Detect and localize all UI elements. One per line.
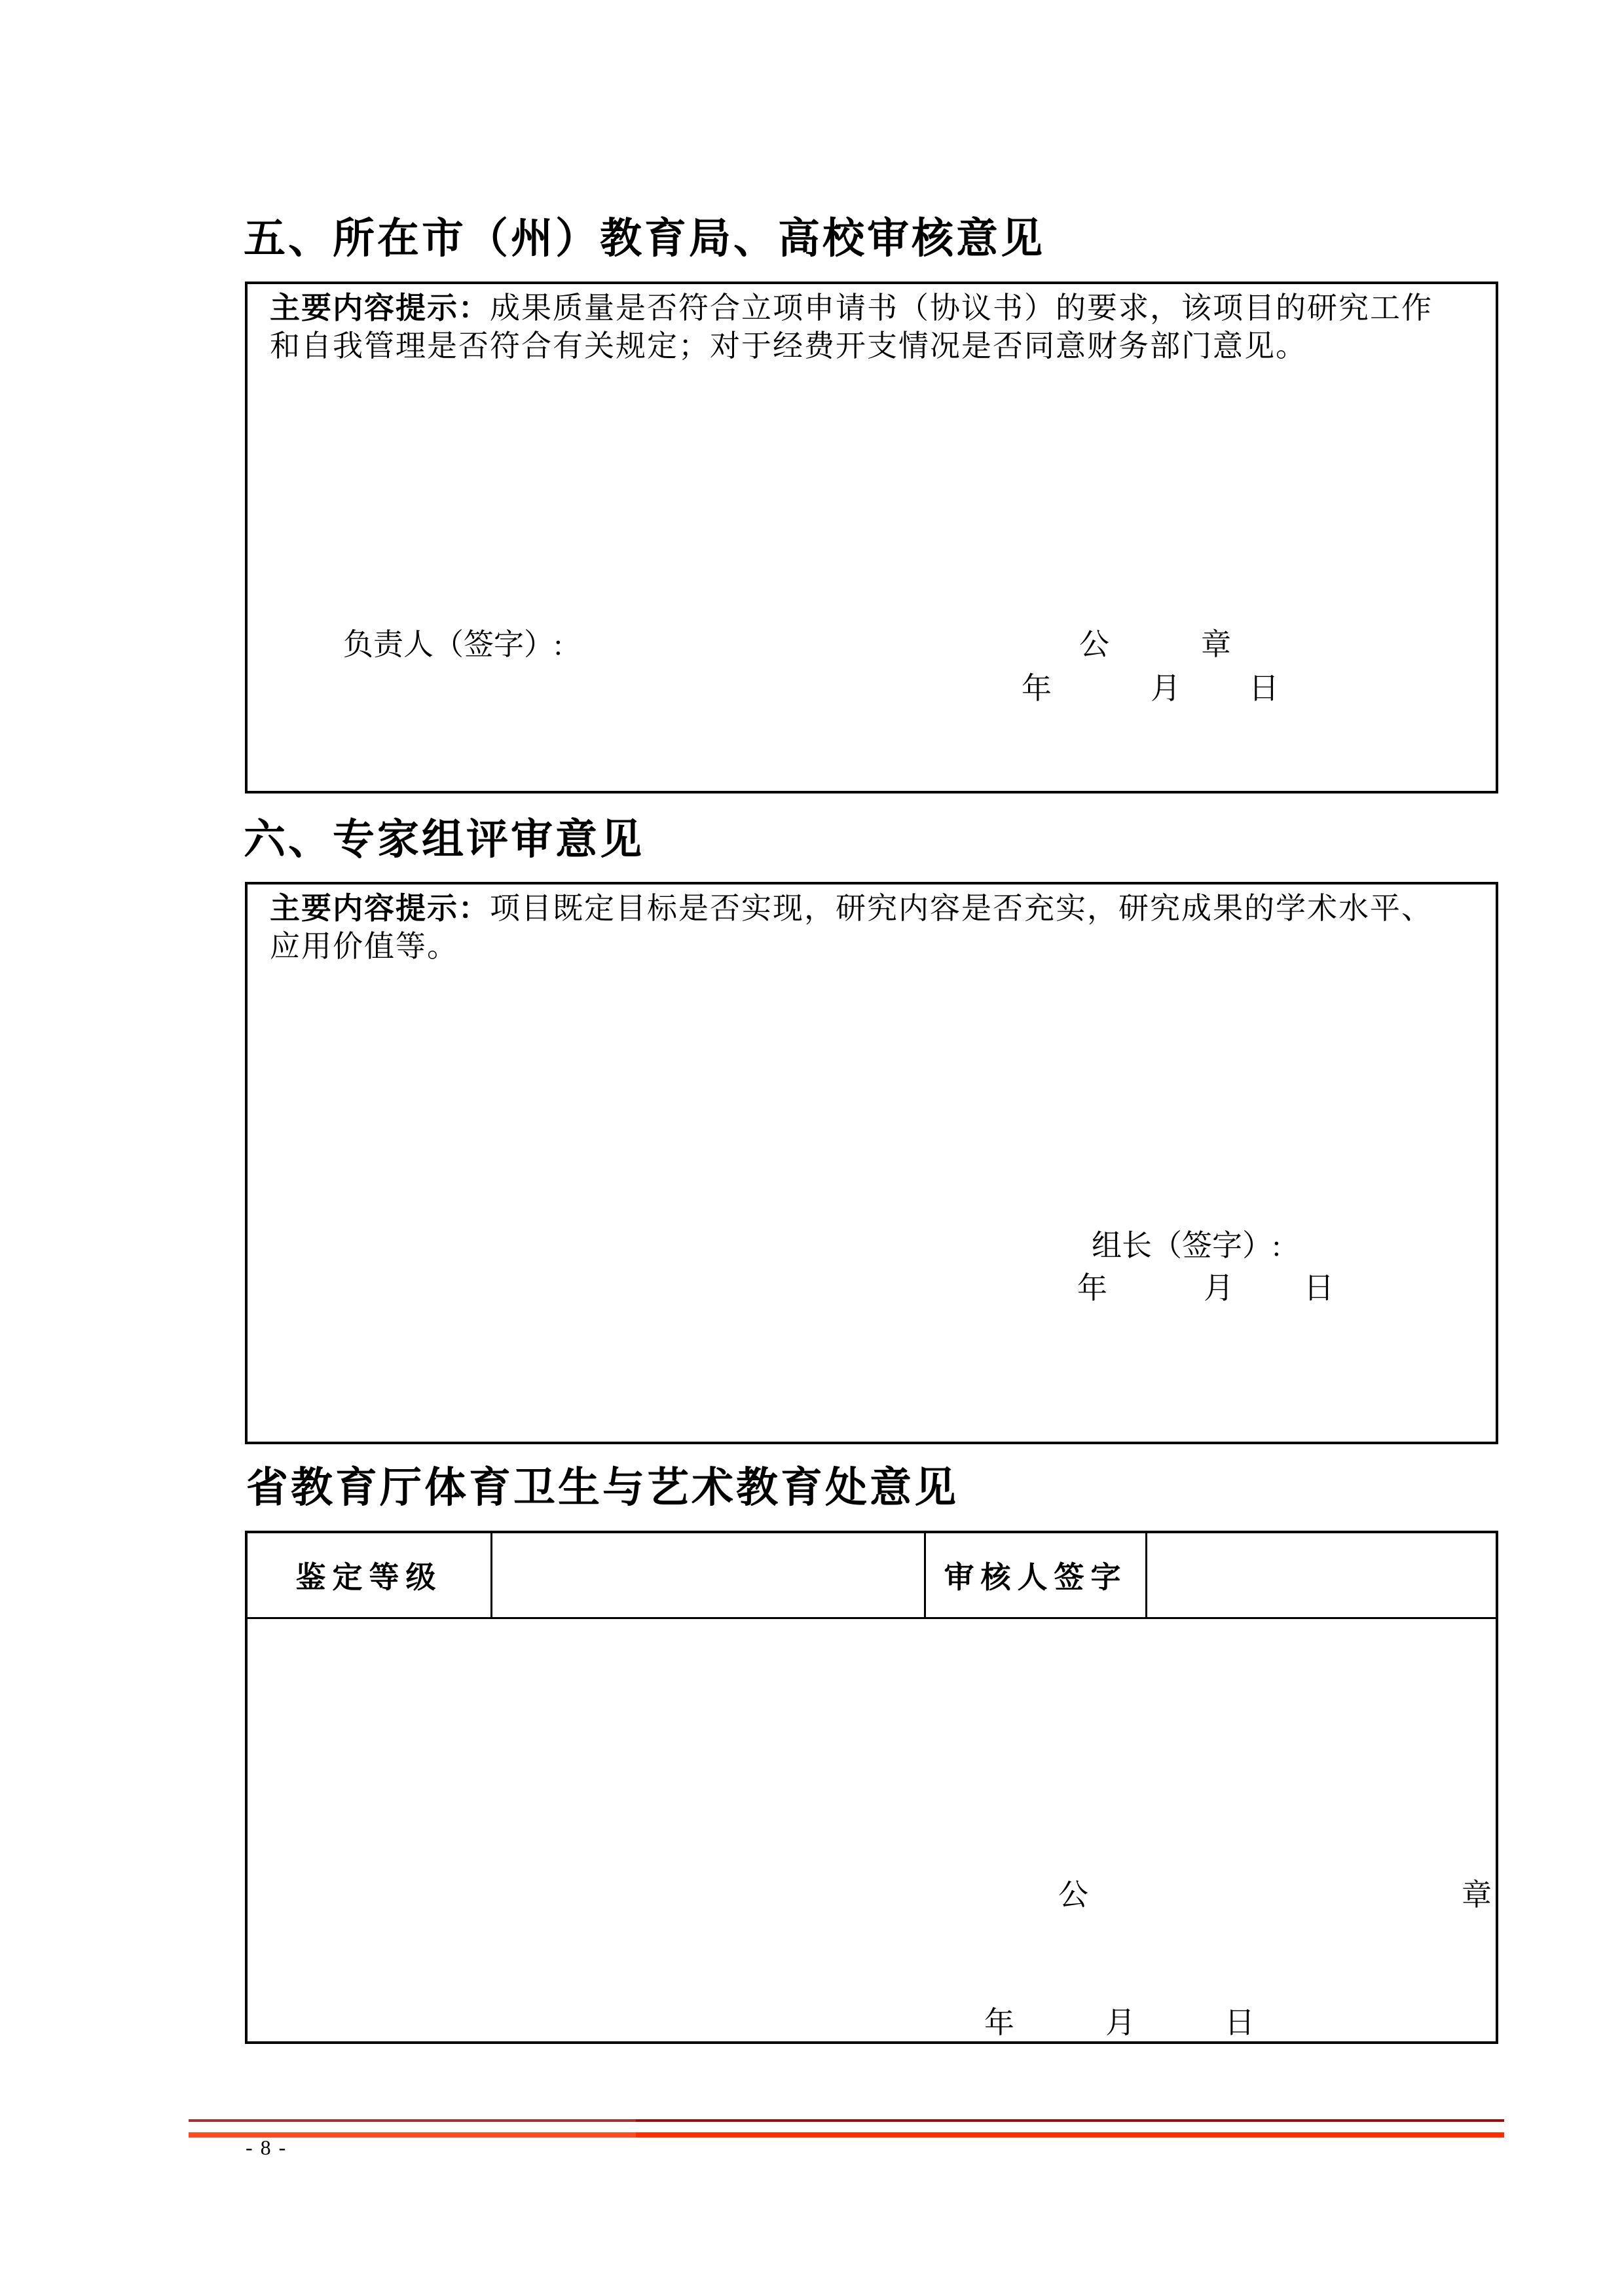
date-year-label: 年 xyxy=(1077,1271,1107,1305)
section5-hint xyxy=(248,284,1496,365)
section6-title: 六、专家组评审意见 xyxy=(244,816,644,863)
section5-opinion-box xyxy=(245,282,1498,793)
page-number: - 8 - xyxy=(246,2136,287,2159)
section5-title: 五、所在市（州）教育局、高校审核意见 xyxy=(244,215,1045,262)
section6-date-line xyxy=(1077,1272,1339,1306)
section5-signer-label: 负责人（签字）: xyxy=(343,628,563,661)
section7-date-line xyxy=(984,2007,1259,2041)
hint-text-line2: 和自我管理是否符合有关规定；对于经费开支情况是否同意财务部门意见。 xyxy=(270,329,1307,363)
seal-char-zhang: 章 xyxy=(1201,628,1231,661)
section7-seal xyxy=(1058,1879,1492,1912)
hint-label: 主要内容提示： xyxy=(270,892,490,925)
section6-signer-label: 组长（签字）: xyxy=(1092,1229,1281,1262)
appraisal-grade-label-cell: 鉴定等级 xyxy=(248,1533,492,1617)
reviewer-signature-value-cell xyxy=(1147,1533,1496,1617)
footer-rule-top xyxy=(189,2119,1504,2122)
hint-text-line1: 项目既定目标是否实现，研究内容是否充实，研究成果的学术水平、 xyxy=(490,892,1433,925)
seal-char-gong: 公 xyxy=(1058,1878,1088,1912)
seal-char-zhang: 章 xyxy=(1462,1878,1492,1912)
date-month-label: 月 xyxy=(1105,2006,1135,2039)
date-month-label: 月 xyxy=(1204,1271,1234,1305)
date-day-label: 日 xyxy=(1225,2006,1255,2039)
section5-seal xyxy=(1079,629,1231,661)
section5-date-line xyxy=(1022,672,1283,706)
date-day-label: 日 xyxy=(1304,1271,1334,1305)
hint-text-line2: 应用价值等。 xyxy=(270,930,458,963)
appraisal-grade-value-cell xyxy=(492,1533,926,1617)
date-year-label: 年 xyxy=(984,2006,1014,2039)
section7-grade-table xyxy=(245,1531,1498,2044)
reviewer-signature-label-cell: 审核人签字 xyxy=(926,1533,1147,1617)
date-day-label: 日 xyxy=(1249,672,1279,705)
hint-text-line1: 成果质量是否符合立项申请书（协议书）的要求，该项目的研究工作 xyxy=(490,291,1433,325)
section6-hint xyxy=(248,884,1496,966)
seal-char-gong: 公 xyxy=(1079,628,1109,661)
grade-table-header-row xyxy=(248,1533,1496,1619)
date-year-label: 年 xyxy=(1022,672,1052,705)
footer-rule-bottom xyxy=(189,2132,1504,2138)
hint-label: 主要内容提示： xyxy=(270,291,490,325)
section6-opinion-box xyxy=(245,882,1498,1444)
section7-title: 省教育厅体育卫生与艺术教育处意见 xyxy=(246,1464,959,1511)
date-month-label: 月 xyxy=(1151,672,1181,705)
